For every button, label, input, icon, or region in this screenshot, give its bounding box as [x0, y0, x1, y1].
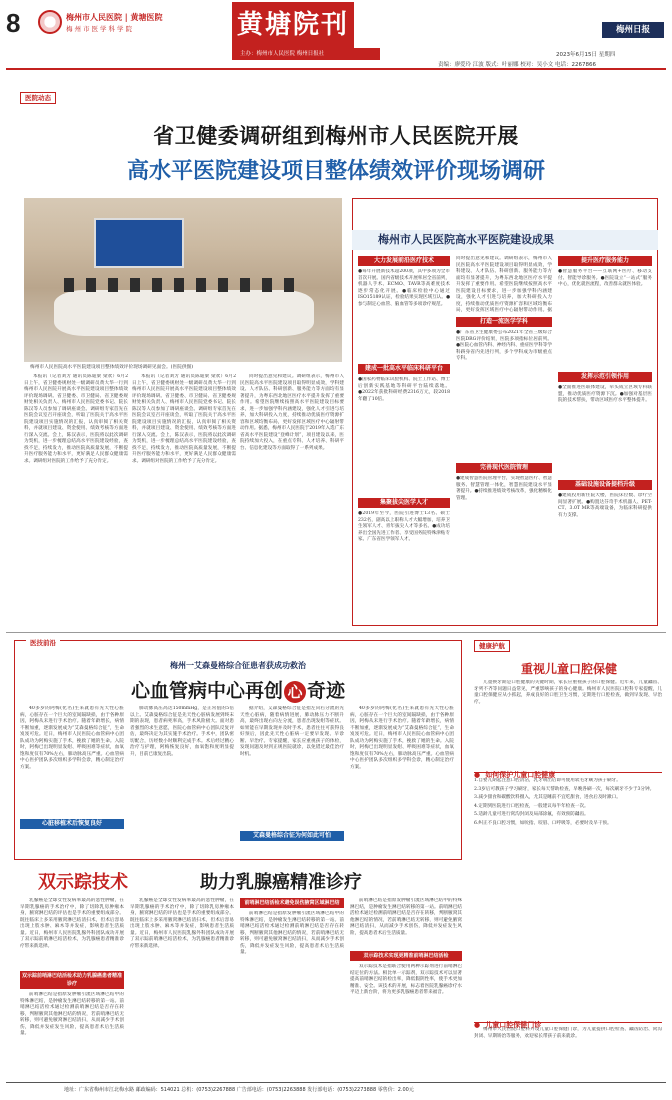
results-heading: 发挥示范引领作用: [558, 372, 652, 382]
results-heading: 建成一批高水平临床科研平台: [358, 364, 450, 374]
presentation-screen: [94, 218, 184, 268]
article-body-col3: 同时提出意见和建议。调研组表示，梅州市人民医院高水平医院建设项目取得明显成效，学科建设、人才队伍、科研创新、服务能力等方面均有显著提升，为粤东西北地区医疗水平提升发挥了重要作用。希望医院继续按照高水平医院建设目标要求，进一步加强学科内涵建设，强化人才引进与培养，加大科研投入力度，持续推动优质医疗资源扩容和区域均衡布局，更好发挥区域医疗中心辐射带动作用。据悉，梅州市人民医院于2019年入选广东省高水平医院建设“登峰计划”，项目建设以来，医院持续加大投入，在重点专科、人才培养、科研平台、信息化建设等方面取得了一系列成果。: [240, 374, 344, 451]
article-body-col2: 本报讯（记者刘芳 通讯员陈迪梁 梁欢）6月2日上午，省卫健委规财处一级调研员黄大华一行到梅州市人民医院开展高水平医院建设项目整体绩效评价现场调研。省卫健委、市卫健局、省卫健委规财处相关负责人、梅州市人民医院党委书记、院长陈汉等人员参加了调研座谈会。调研组专家首先在医院会议室召开座谈会，听取了医院关于高水平医院建设项目实施情况的汇报，认真审阅了相关资料，并就项目建设、资金使用、绩效考核等方面进行深入交流。会上，陈汉表示，医院将以此次调研为契机，进一步梳理总结高水平医院建设经验，查找不足，持续发力，推动医院高质量发展，不断提升医疗服务能力和水平，更好满足人民群众健康需求。调研组对医院的工作给予了充分肯定。: [132, 374, 236, 464]
sec2-para: 40多岁的阿梅(化名)生来就患有先天性心脏病，心脏存在一个巨大的室间隔缺损，由于各种原因，阿梅从未进行手术治疗。随着年龄增长，病情不断加重，逐渐发展成为“艾森曼格综合征”，生命岌岌可危。近日，梅州市人民医院心血管病中心团队成功为阿梅实施了手术，挽救了她的生命。入院时，阿梅已出现明显发绀、呼吸困难等症状，血氧饱和度仅有70%左右，肺动脉高压严重。心血管病中心医护团队多次组织多学科会诊，精心制定治疗方案。: [20, 706, 124, 770]
photo-caption: 梅州市人民医院高水平医院建设项目整体绩效评价现场调研见面会。(医院供图): [30, 365, 194, 370]
sec2-subhead: 艾森曼格综合征为何如此可怕: [240, 831, 344, 841]
attendees: [64, 278, 304, 292]
results-col-c: [558, 256, 652, 626]
results-text: ●建成智慧医院管理平台，实现智慧医疗、智慧服务、智慧管理一体化，智慧医院建设水平显著提升。●持续推进绩效考核改革，强化精细化管理。: [456, 476, 552, 501]
masthead-rule: [6, 68, 666, 70]
sec4-subhead: 前哨淋巴结活检术避免误伤腋窝区域淋巴结: [240, 898, 344, 908]
sec3-subhead-1: [474, 762, 662, 779]
sec4-body-col1: [20, 898, 124, 1076]
results-text: ●智慧服务平台——互联网+医疗、移动支付、智能导诊服务。●医院设立“一站式”服务中心，优化就医流程，改善群众就医体验。: [558, 269, 652, 287]
sec4-para: 前哨淋巴结是指原发肿瘤引流区域淋巴结中的特殊淋巴结，是肿瘤发生淋巴结转移的第一站。前哨淋巴结活检术通过检测前哨淋巴结是否存在转移，判断腋窝其他淋巴结的情况，若前哨淋巴结无转移，则可避免腋窝淋巴结清扫，从而减少手术创伤，降低并发症发生风险，提高患者术后生活质量。: [350, 898, 462, 936]
sec2-body-col4: 40多岁的阿梅(化名)生来就患有先天性心脏病，心脏存在一个巨大的室间隔缺损，由于各种原因，阿梅从未进行手术治疗。随着年龄增长，病情不断加重，逐渐发展成为“艾森曼格综合征”，生命岌岌可危。近日，梅州市人民医院心血管病中心团队成功为阿梅实施了手术，挽救了她的生命。入院时，阿梅已出现明显发绀、呼吸困难等症状，血氧饱和度仅有70%左右，肺动脉高压严重。心血管病中心医护团队多次组织多学科会诊，精心制定治疗方案。: [350, 706, 454, 770]
sec3-headline: 重视儿童口腔保健: [520, 662, 617, 676]
list-item: 3.减少甜食和碳酸饮料摄入，尤其是睡前不宜吃甜食，进食后及时漱口。: [474, 795, 621, 800]
sec4-para: 前哨淋巴结是指原发肿瘤引流区域淋巴结中的特殊淋巴结，是肿瘤发生淋巴结转移的第一站。前哨淋巴结活检术通过检测前哨淋巴结是否存在转移，判断腋窝其他淋巴结的情况，若前哨淋巴结无转移，则可避免腋窝淋巴结清扫，从而减少手术创伤，降低并发症发生风险，提高患者术后生活质量。: [20, 992, 124, 1036]
sec4-body-col4: [350, 898, 462, 1076]
results-heading: 基础设施设备提档升级: [558, 480, 652, 490]
sec2-body-col1: [20, 706, 124, 854]
results-title: 梅州市人民医院高水平医院建设成果: [378, 233, 554, 246]
page-number: 8: [6, 8, 21, 38]
sec4-para: 乳腺癌是全球女性发病率最高的恶性肿瘤，在早期乳腺癌的手术治疗中，除了切除乳房肿瘤本身，腋窝淋巴结的评估也是手术的重要组成部分。既往临床上多采用腋窝淋巴结清扫术，但术后容易出现上肢水肿、麻木等并发症，影响患者生活质量。近日，梅州市人民医院乳腺外科团队成功开展了双示踪前哨淋巴结活检术，为乳腺癌患者精准诊疗带来新选择。: [20, 898, 124, 949]
conference-table: [54, 290, 314, 336]
results-text: ●2019年至今，医院引进博士13名、硕士232名，副高以上职称人才大幅增加，培养卫生领军人才、青年拔尖人才等多名。●成功培养出全国先进工作者、享受国务院特殊津贴专家、广东省医学领军人才。: [358, 511, 450, 542]
results-heading: 完善现代医院管理: [456, 463, 552, 473]
article-body-col1: 本报讯（记者刘芳 通讯员陈迪梁 梁欢）6月2日上午，省卫健委规财处一级调研员黄大华一行到梅州市人民医院开展高水平医院建设项目整体绩效评价现场调研。省卫健委、市卫健局、省卫健委规财处相关负责人、梅州市人民医院党委书记、院长陈汉等人员参加了调研座谈会。调研组专家首先在医院会议室召开座谈会，听取了医院关于高水平医院建设项目实施情况的汇报，认真审阅了相关资料，并就项目建设、资金使用、绩效考核等方面进行深入交流。会上，陈汉表示，医院将以此次调研为契机，进一步梳理总结高水平医院建设经验，查找不足，持续发力，推动医院高质量发展，不断提升医疗服务能力和水平，更好满足人民群众健康需求。调研组对医院的工作给予了充分肯定。: [24, 374, 128, 464]
list-item: 4.定期到医院进行口腔检查，一般建议每半年检查一次。: [474, 803, 589, 809]
sec2-headline: [14, 676, 462, 703]
headline-part: 心血管病中心再创: [130, 680, 283, 702]
sec3-clinic-text: 梅州市人民医院口腔科开设儿童口腔保健门诊，为儿童提供口腔检查、龋齿防治、窝沟封闭、早期矫治等服务，欢迎家长带孩子前来就诊。: [474, 1027, 662, 1039]
sec4-headline-right: 助力乳腺癌精准诊疗: [200, 872, 362, 893]
results-text: ●建成投用新住院大楼，医院床位数、诊疗空间显著扩展。●购置达芬奇手术机器人、PET-CT、3.0T MR等高端设备，为临床科研提供有力支撑。: [558, 493, 652, 518]
main-headline-2: 高水平医院建设项目整体绩效评价现场调研: [126, 158, 545, 184]
results-col-a: [358, 256, 450, 626]
bullet-icon: ●: [474, 1021, 481, 1029]
sec2-para: 据介绍，艾森曼格综合征是指左向右分流的先天性心脏病，随着病情进展，肺动脉压力不断升高，最终出现右向左分流，患者出现发绀等症状。如果能在早期发现并及时手术，患者往往可获得良好预后，因此先天性心脏病一定要早发现、早诊断、早治疗。专家提醒，家长应重视孩子的体检，发现问题及时到正规医院就诊，以免错过最佳治疗时机。: [240, 706, 344, 757]
editors-line: 责编：廖爱玲 江波 版式：叶丽娜 校对：吴小文 电话：2267866: [438, 62, 596, 68]
results-heading: 大力发展前沿医疗技术: [358, 256, 450, 266]
section-divider: [6, 632, 666, 633]
sec3-list: [474, 778, 662, 1008]
sec2-body-col3: [240, 706, 344, 854]
sec4-subhead: 双示踪前哨淋巴结活检术助力乳腺癌患者精准诊疗: [21, 973, 122, 987]
paper-name-logo: 梅州日报: [602, 22, 664, 38]
sec4-para: 前哨淋巴结是指原发肿瘤引流区域淋巴结中的特殊淋巴结，是肿瘤发生淋巴结转移的第一站。前哨淋巴结活检术通过检测前哨淋巴结是否存在转移，判断腋窝其他淋巴结的情况，若前哨淋巴结无转移，则可避免腋窝淋巴结清扫，从而减少手术创伤，降低并发症发生风险，提高患者术后生活质量。: [240, 911, 344, 955]
section-tag-medtech: 医技前沿: [26, 637, 60, 649]
results-text: ●每年开展新技术超200项，其中多项为全市首次开展。国内省级技术开展率居全省前列，机器人手术、ECMO、TAVR等高难度技术逐步常态化开展。●临床检验中心通过ISO15189认证，检验结果实现区域互认。●参与制定心血管、脑血管等多项诊疗规范。: [358, 269, 450, 307]
section-tag-hospital-news: 医院动态: [20, 92, 56, 104]
hospital-name: 梅州市人民医院 | 黄塘医院: [66, 12, 163, 22]
date-line: 2023年6月15日 星期四: [556, 52, 616, 58]
results-text: 同时提出意见和建议。调研组表示，梅州市人民医院高水平医院建设项目取得明显成效，学科建设、人才队伍、科研创新、服务能力等方面均有显著提升，为粤东西北地区医疗水平提升发挥了重要作用。希望医院继续按照高水平医院建设目标要求，进一步加强学科内涵建设，强化人才引进与培养，加大科研投入力度，持续推动优质医疗资源扩容和区域均衡布局，更好发挥区域医疗中心辐射带动作用。据: [456, 256, 552, 313]
sec2-subhead: 心脏移植术后恢复良好: [20, 819, 124, 829]
sec2-kicker: 梅州一艾森曼格综合征患者获成功救治: [170, 660, 306, 670]
results-text: ●全面推进医联体建设，牵头成立区域专科联盟，推动优质医疗资源下沉。●加强对基层医院的技术帮扶，带动区域医疗水平整体提升。: [558, 385, 652, 403]
headline-heart: 心: [284, 681, 306, 703]
sec3-intro: 儿童换牙期是口腔健康的关键时期，家长应重视孩子的口腔保健。近年来，儿童龋齿、牙列不齐等问题日益常见，严重影响孩子的身心健康。梅州市人民医院口腔科专家提醒，儿童口腔保健应从小抓起，养成良好的口腔卫生习惯，定期进行口腔检查，做到早发现、早治疗。: [474, 680, 662, 705]
sec2-body-col2: 肺动脉高压高达150mmHg，是正常值的5倍以上。艾森曼格综合征是先天性心脏病发展到终末期的表现，患者病死率高，手术风险极大。面对患者强烈的求生意愿，医院心血管病中心团队反复评估，最终决定为其实施手术治疗。手术中，团队密切配合，历经数小时顺利完成手术。术后经过精心治疗与护理，阿梅恢复良好，血氧饱和度明显提升，目前已康复出院。: [130, 706, 234, 757]
sec4-body-col2: 乳腺癌是全球女性发病率最高的恶性肿瘤，在早期乳腺癌的手术治疗中，除了切除乳房肿瘤本身，腋窝淋巴结的评估也是手术的重要组成部分。既往临床上多采用腋窝淋巴结清扫术，但术后容易出现上肢水肿、麻木等并发症，影响患者生活质量。近日，梅州市人民医院乳腺外科团队成功开展了双示踪前哨淋巴结活检术，为乳腺癌患者精准诊疗带来新选择。: [130, 898, 234, 949]
results-heading: 打造一流医学学科: [456, 317, 552, 327]
results-col-b: [456, 256, 552, 626]
main-headline-1: 省卫健委调研组到梅州市人民医院开展: [153, 123, 519, 148]
hospital-subtitle: 梅州市医学科学院: [66, 25, 134, 33]
sec3-subhead-2: [474, 1012, 662, 1029]
list-item: 1.自婴儿期起注意口腔清洁，乳牙萌出后即可使用软毛牙刷为孩子刷牙。: [474, 778, 621, 783]
footer-rule: [6, 1082, 666, 1083]
sec3-subhead-text: 如何保护儿童口腔健康: [485, 771, 556, 779]
sec4-headline-left: 双示踪技术: [38, 872, 128, 893]
sec4-subhead: 双示踪技术实现更精准前哨淋巴结活检: [350, 951, 462, 961]
results-text: ●广东省卫生健康委公布2021年全省三级综合医院DRG评价结果，医院多项指标位居前列。●医院心血管内科、神经内科、重症医学科等学科跻身省内先进行列，多个学科成为市级重点专科。: [456, 330, 552, 361]
list-item: 6.纠正不良口腔习惯，如吮指、咬唇、口呼吸等，必要时及早干预。: [474, 820, 612, 826]
list-item: 2.3岁后可教孩子学习刷牙，家长每天帮助检查，早晚各刷一次，每次刷牙不少于3分钟。: [474, 786, 655, 792]
sec4-body-col3: [240, 898, 344, 1076]
sec3-subhead-text: 儿童口腔保健门诊: [485, 1021, 542, 1029]
results-heading: 提升医疗服务能力: [558, 256, 652, 266]
headline-part: 奇迹: [307, 680, 346, 702]
results-heading: 集聚拔尖医学人才: [358, 498, 450, 508]
column-title: 黄塘院刊: [232, 2, 354, 48]
sponsor-line: 主办：梅州市人民医院 梅州日报社: [240, 51, 325, 57]
meeting-photo: [24, 198, 342, 362]
list-item: 5.适龄儿童可进行窝沟封闭及局部涂氟，有效预防龋齿。: [474, 812, 589, 817]
hospital-logo-icon: [38, 10, 62, 34]
section-tag-health: 健康护航: [474, 640, 510, 652]
footer-text: 地址：广东省梅州市江北梅水路 邮政编码：514021 总机：(0753)2267888 广告部电话：(0753)2263888 发行部电话：(0753)2273888 零售价：2.00元: [64, 1087, 414, 1093]
bullet-icon: ●: [474, 771, 481, 779]
sec4-para: 双示踪技术是指联合使用两种示踪剂进行前哨淋巴结定位的方法。相比单一示踪剂，双示踪技术可以显著提高前哨淋巴结的检出率，降低假阴性率，使手术更加精准、安全。该技术的开展，标志着医院乳腺癌诊疗水平迈上新台阶，将为更多乳腺癌患者带来福音。: [350, 964, 462, 995]
results-text: ●国家药物临床试验机构、院士工作站、博士后创新实践基地等科研平台陆续落地。●2022年获批科研经费2316万元，较2018年翻了10倍。: [358, 377, 450, 402]
